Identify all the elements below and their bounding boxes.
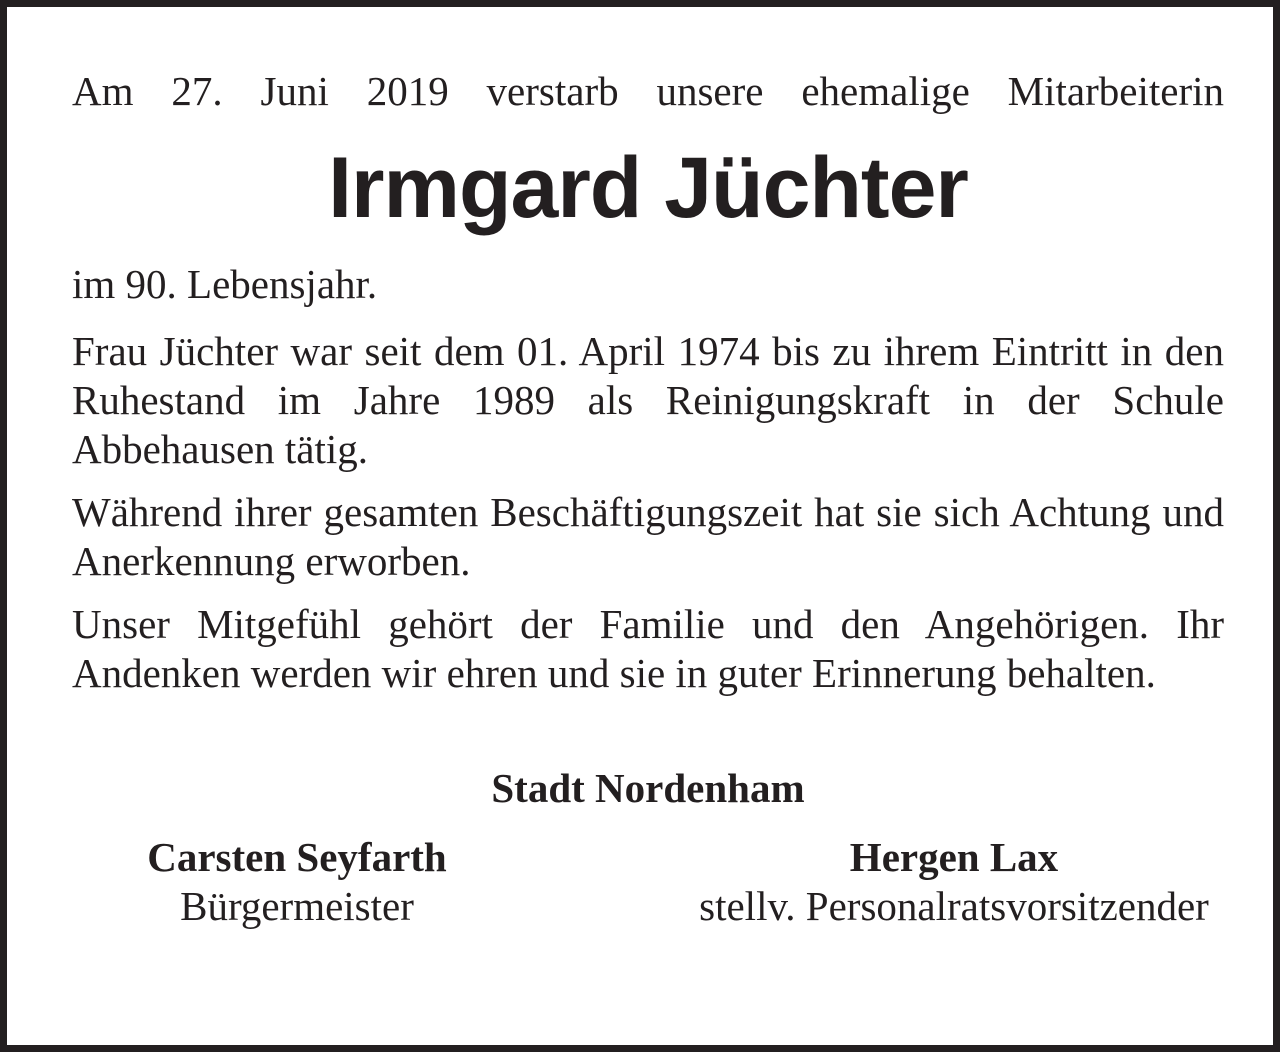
deceased-name: Irmgard Jüchter: [328, 140, 968, 236]
career-paragraph: Frau Jüchter war seit dem 01. April 1974 bis zu ihrem Eintritt in den Ruhestand im Jahre 1989 als Reinigungskraft in der Schule Abbehausen tätig.: [72, 328, 1224, 472]
signer-role: stellv. Personalratsvorsitzender: [699, 883, 1209, 929]
organization-name: Stadt Nordenham: [491, 765, 805, 811]
respect-paragraph: Während ihrer gesamten Beschäftigungszeit hat sie sich Achtung und Anerkennung erworben.: [72, 489, 1224, 584]
signer-name: Carsten Seyfarth: [147, 834, 447, 880]
signer-staff-council: [674, 833, 1234, 931]
intro-line: Am 27. Juni 2019 verstarb unsere ehemalige Mitarbeiterin: [72, 68, 1224, 114]
condolence-paragraph: Unser Mitgefühl gehört der Familie und den Angehörigen. Ihr Andenken werden wir ehren und sie in guter Erinnerung behalten.: [72, 601, 1224, 696]
signer-role: Bürgermeister: [180, 883, 414, 929]
age-line: im 90. Lebensjahr.: [72, 261, 378, 307]
obituary-content: [72, 67, 1224, 931]
signer-name: Hergen Lax: [849, 834, 1059, 880]
signers-row: [72, 833, 1224, 931]
signer-mayor: [72, 833, 522, 931]
